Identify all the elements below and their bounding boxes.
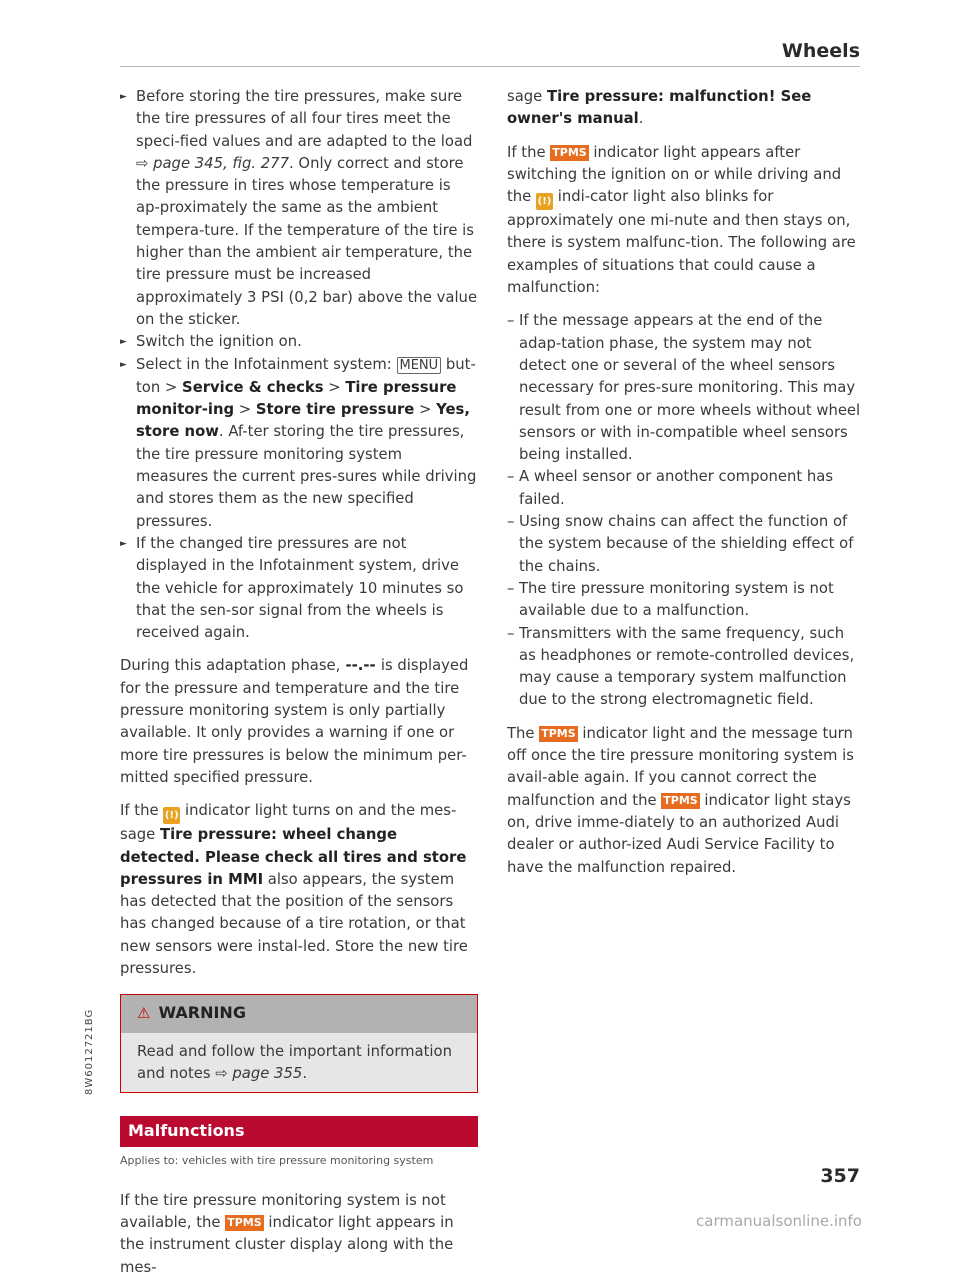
tpms-icon: TPMS bbox=[663, 793, 698, 807]
wheel-change-paragraph: If the (!) indicator light turns on and the mes-sage Tire pressure: wheel change detected. Please check all tires and store pressures in MMI also appears, the system has detected that the position of the sensors has changed because of a tire rotation, or that new sensors were instal-led. Store the new tire pressures. bbox=[120, 802, 468, 977]
malfunction-cause-item: – If the message appears at the end of the adap-tation phase, the system may not detect one or several of the wheel sensors necessary for pres-sure monitoring. This may result from one or more wheels without wheel sensors or with in-compatible wheel sensors being installed. bbox=[507, 310, 863, 466]
right-column bbox=[507, 86, 863, 879]
applies-to-note: Applies to: vehicles with tire pressure monitoring system bbox=[120, 1154, 434, 1168]
warning-header: ⚠ WARNING bbox=[121, 995, 477, 1032]
malfunction-cause-item: – Using snow chains can affect the function of the system because of the shielding effect of the chains. bbox=[507, 511, 863, 578]
section-header-title: Wheels bbox=[781, 40, 860, 62]
page-number: 357 bbox=[820, 1165, 860, 1187]
malfunction-cause-item: – Transmitters with the same frequency, such as headphones or remote-controlled devices, may cause a temporary system malfunction due to the strong electromagnetic field. bbox=[507, 623, 863, 712]
instruction-check-pressures: ► Before storing the tire pressures, make sure the tire pressures of all four tires meet the speci-fied values and are adapted to the load ⇨ page 345, fig. 277. Only correct and store the pressure in tires whose temperature is ap-proximately the same as the ambient tempera-ture. If the temperature of the tire is higher than the ambient air temperature, the tire pressure must be increased approximately 3 PSI (0,2 bar) above the value on the sticker. bbox=[120, 86, 478, 331]
tpms-icon: TPMS bbox=[541, 726, 576, 740]
malfunction-cause-item: – The tire pressure monitoring system is not available due to a malfunction. bbox=[507, 578, 863, 623]
malfunction-intro-paragraph: If the tire pressure monitoring system is not available, the TPMS indicator light appears in the instrument cluster display along with the mes- bbox=[120, 1191, 454, 1276]
warning-triangle-icon: ⚠ bbox=[137, 1004, 151, 1023]
watermark: carmanualsonline.info bbox=[696, 1212, 862, 1230]
indicator-off-paragraph: The TPMS indicator light and the message turn off once the tire pressure monitoring system is avail-able again. If you cannot correct the malfunction and the TPMS indicator light stays on, drive imme-diately to an authorized Audi dealer or author-ized Audi Service Facility to have the malfunction repaired. bbox=[507, 724, 854, 876]
instruction-drive-vehicle: ► If the changed tire pressures are not displayed in the Infotainment system, drive the vehicle for approximately 10 minutes so that the sen-sor signal from the wheels is received again. bbox=[120, 533, 478, 644]
warning-page-reference-link[interactable]: ⇨ page 355 bbox=[215, 1064, 303, 1082]
menu-button-label: MENU bbox=[397, 357, 442, 374]
malfunctions-heading: Malfunctions bbox=[120, 1116, 478, 1147]
instruction-select-menu: ► Select in the Infotainment system: MENU but-ton > Service & checks > Tire pressure monitor-ing > Store tire pressure > Yes, store now. Af-ter storing the tire pressures, the tire pressure monitoring system measures the current pres-sures while driving and stores them as the new specified pressures. bbox=[120, 354, 478, 533]
tire-pressure-warning-icon: (!) bbox=[536, 193, 553, 210]
warning-text: Read and follow the important information and notes ⇨ page 355. bbox=[121, 1033, 477, 1093]
tpms-icon: TPMS bbox=[552, 145, 587, 159]
page-reference-link[interactable]: ⇨ page 345, fig. 277 bbox=[136, 154, 290, 172]
tire-pressure-warning-icon: (!) bbox=[163, 807, 180, 824]
instruction-ignition: ► Switch the ignition on. bbox=[120, 331, 478, 353]
malfunction-cause-item: – A wheel sensor or another component has failed. bbox=[507, 466, 863, 511]
adaptation-paragraph: During this adaptation phase, --.-- is displayed for the pressure and temperature and the tire pressure monitoring system is only partially available. It only provides a warning if one or more tire pressures is below the minimum per-mitted specified pressure. bbox=[120, 657, 469, 786]
malfunction-message-paragraph: sage Tire pressure: malfunction! See owner's manual. bbox=[507, 88, 812, 128]
left-column bbox=[120, 86, 478, 1279]
header-rule bbox=[120, 66, 860, 67]
document-code: 8W6012721BG bbox=[84, 1008, 95, 1095]
tpms-icon: TPMS bbox=[227, 1216, 262, 1230]
system-malfunction-paragraph: If the TPMS indicator light appears after switching the ignition on or while driving and the (!) indi-cator light also blinks for approximately one mi-nute and then stays on, there is system malfunc-tion. The following are examples of situations that could cause a malfunction: bbox=[507, 143, 856, 297]
warning-box bbox=[120, 994, 478, 1093]
